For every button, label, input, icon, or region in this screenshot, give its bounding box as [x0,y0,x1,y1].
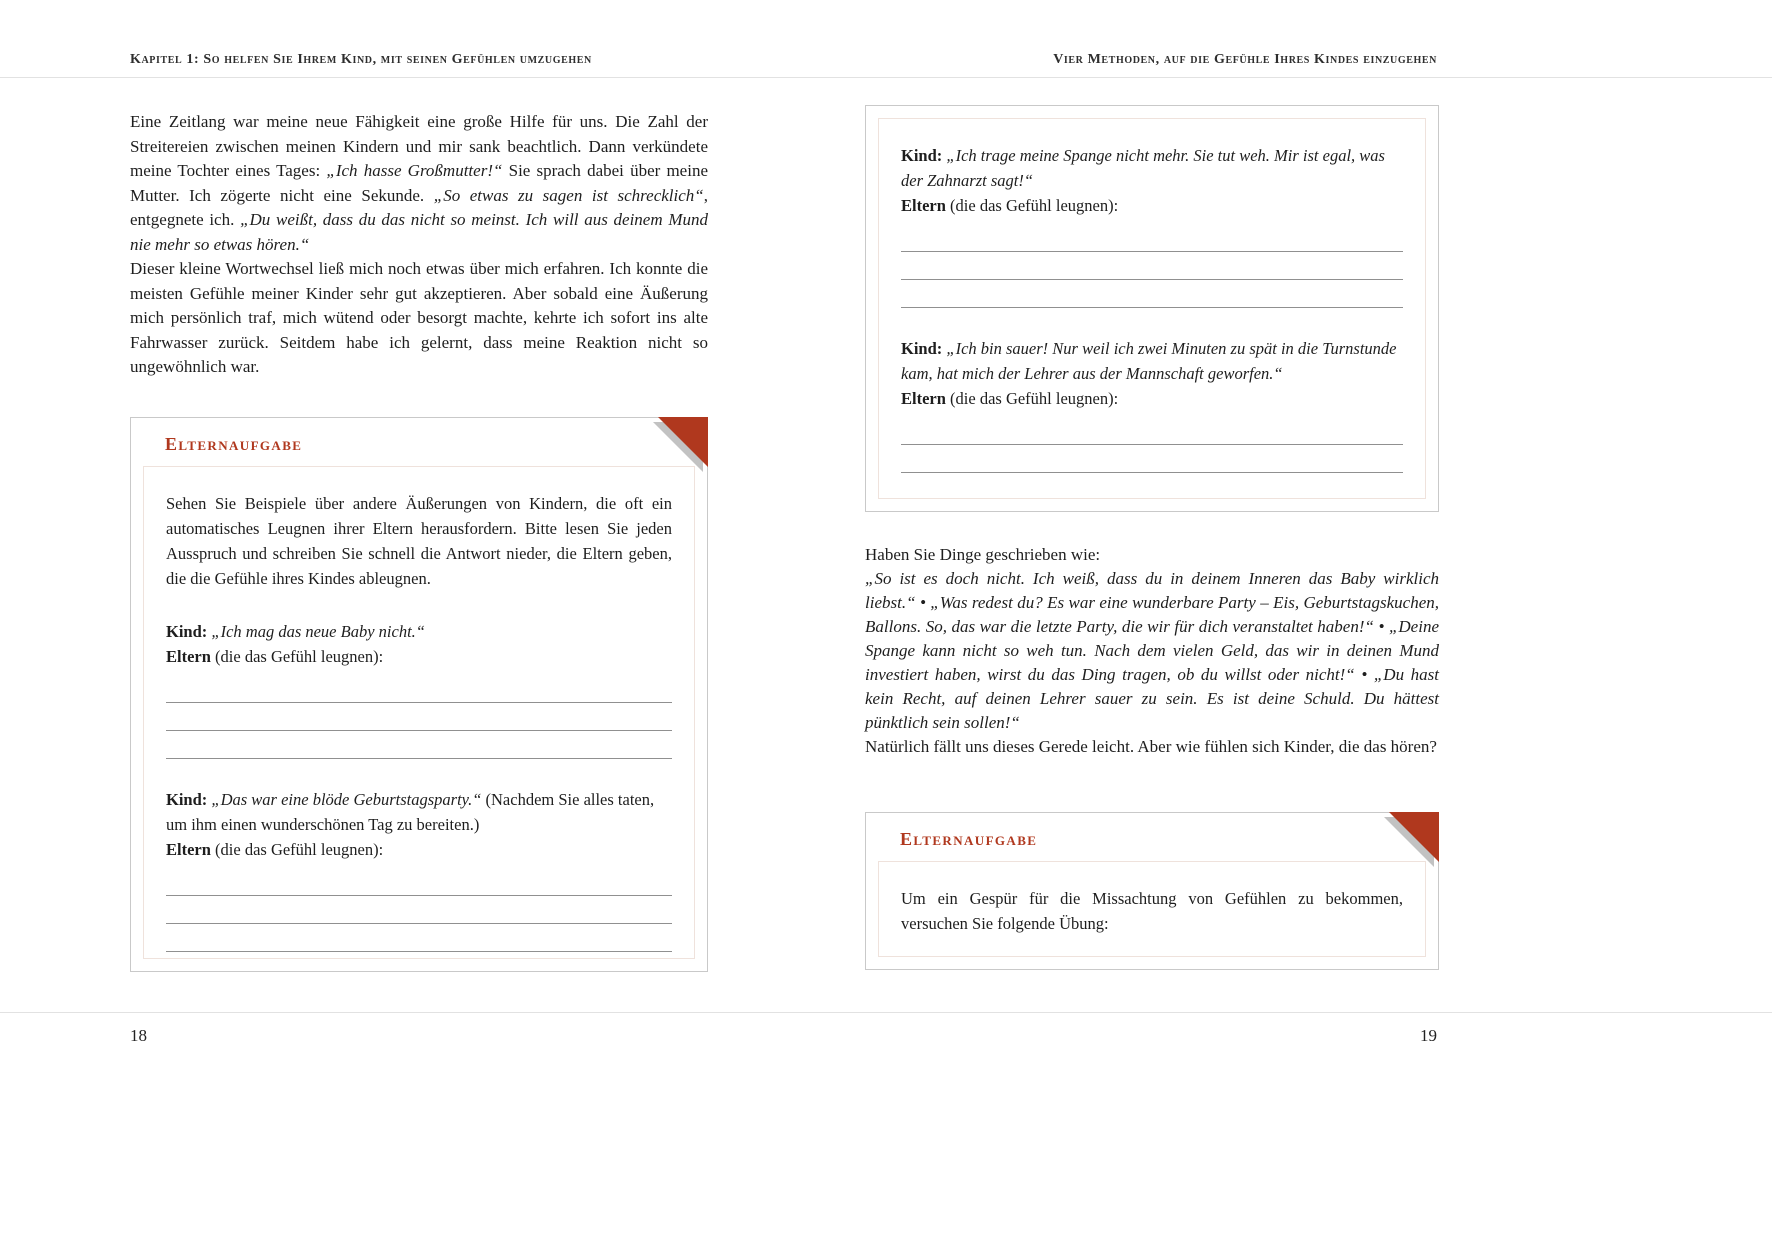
eltern-line [166,837,672,862]
kind-label: Kind: [166,622,208,641]
kind-label: Kind: [901,146,943,165]
task-intro: Sehen Sie Beispiele über andere Äußerungen von Kindern, die oft ein automatisches Leugnen ihrer Eltern herausfordern. Bitte lesen Sie jeden Ausspruch und schreiben Sie schnell die Antwort nieder, die Eltern geben, die die Gefühle ihres Kindes ableugnen. [166,494,672,588]
task-box-continuation [865,105,1439,512]
write-in-lines [901,417,1403,499]
text-segment: „Du weißt, dass du das nicht so meinst. Ich will aus deinem Mund nie mehr so etwas hören.“ [130,210,708,254]
task-item [166,619,672,759]
eltern-note: (die das Gefühl leugnen): [210,840,384,859]
kind-label: Kind: [901,339,943,358]
write-in-lines [166,675,672,759]
write-line [901,280,1403,308]
footer-rule [0,1012,1772,1013]
eltern-label: Eltern [166,840,211,859]
write-line [166,731,672,759]
kind-quote: „Ich bin sauer! Nur weil ich zwei Minuten zu spät in die Turnstunde kam, hat mich der Lehrer aus der Mannschaft geworfen.“ [901,339,1397,383]
text-segment: „So etwas zu sagen ist schrecklich“ [433,185,704,205]
paragraph-2: Dieser kleine Wortwechsel ließ mich noch etwas über mich erfahren. Ich konnte die meisten Gefühle meiner Kinder sehr gut akzeptieren. Aber sobald eine Äußerung mich persönlich traf, mich wütend oder besorgt machte, kehrte ich sofort ins alte Fahrwasser zurück. Seitdem habe ich gelernt, dass meine Reaktion nicht so ungewöhnlich war. [130,259,708,376]
kind-line [901,143,1403,193]
task-box-title: Elternaufgabe [900,829,1038,849]
folded-corner-icon [658,417,708,467]
denial-quotes-block: „So ist es doch nicht. Ich weiß, dass du in deinem Inneren das Baby wirklich liebst.“ • „Was redest du? Es war eine wunderbare Party – Eis, Geburtstagskuchen, Ballons. So, das war die letzte Party, die wir für dich veranstaltet haben!“ • „Deine Spange kann nicht so weh tun. Nach dem vielen Geld, das wir in deinen Mund investiert haben, wirst du das Ding tragen, ob du willst oder nicht!“ • „Du hast kein Recht, auf deinen Lehrer sauer zu sein. Es ist deine Schuld. Du hättest pünktlich sein sollen!“ [865,569,1439,732]
kind-quote: „Das war eine blöde Geburtstagsparty.“ [211,790,482,809]
write-line [166,924,672,952]
text-segment: Sie sprach dabei über meine Mutter. Ich zögerte nicht eine Sekunde. [130,161,708,205]
eltern-label: Eltern [166,647,211,666]
task-item [901,336,1403,499]
header-rule [0,77,1772,78]
eltern-line [901,193,1403,218]
text-segment: „Ich hasse Großmutter!“ [326,161,503,180]
write-line [166,868,672,896]
kind-line [166,787,672,837]
write-line [901,224,1403,252]
write-line [166,675,672,703]
write-in-lines [901,224,1403,308]
task-item [901,143,1403,308]
task-box-content [143,466,695,959]
running-head-right: Vier Methoden, auf die Gefühle Ihres Kindes einzugehen [1053,52,1437,67]
kind-note: (Nachdem Sie alles taten, um ihm einen wunderschönen Tag zu bereiten.) [166,790,655,834]
eltern-line [901,386,1403,411]
kind-label: Kind: [166,790,208,809]
eltern-label: Eltern [901,389,946,408]
write-in-lines [166,868,672,952]
text-segment: , entgegnete ich. [130,185,708,229]
write-line [901,473,1403,499]
page-number-left: 18 [130,1026,147,1045]
left-page-body [130,110,708,380]
eltern-note: (die das Gefühl leugnen): [210,647,384,666]
paragraph-1 [130,110,708,257]
kind-line [166,619,672,644]
eltern-line [166,644,672,669]
closing-paragraph: Natürlich fällt uns dieses Gerede leicht. Aber wie fühlen sich Kinder, die das hören? [865,737,1437,756]
kind-line [901,336,1403,386]
write-line [901,417,1403,445]
eltern-note: (die das Gefühl leugnen): [945,196,1119,215]
lead-line: Haben Sie Dinge geschrieben wie: [865,545,1101,564]
kind-quote: „Ich mag das neue Baby nicht.“ [211,622,425,641]
task-box-elternaufgabe-left [130,417,708,972]
kind-quote: „Ich trage meine Spange nicht mehr. Sie tut weh. Mir ist egal, was der Zahnarzt sagt!“ [901,146,1385,190]
write-line [166,896,672,924]
task-instruction: Um ein Gespür für die Missachtung von Gefühlen zu bekommen, versuchen Sie folgende Übung: [901,889,1403,933]
write-line [901,252,1403,280]
write-line [166,703,672,731]
write-line [901,445,1403,473]
text-segment: Eine Zeitlang war meine neue Fähigkeit eine große Hilfe für uns. Die Zahl der Streitereien zwischen meinen Kindern und mir sank beachtlich. Dann verkündete meine Tochter eines Tages: [130,112,708,180]
eltern-note: (die das Gefühl leugnen): [945,389,1119,408]
folded-corner-icon [1389,812,1439,862]
running-head-left: Kapitel 1: So helfen Sie Ihrem Kind, mit seinen Gefühlen umzugehen [130,52,592,67]
task-box-content [878,861,1426,957]
task-item [166,787,672,952]
task-box-content [878,118,1426,499]
task-box-elternaufgabe-right [865,812,1439,970]
task-box-title: Elternaufgabe [165,434,303,454]
page-number-right: 19 [1420,1026,1437,1045]
fold-triangle [1389,812,1439,862]
right-page-body [865,543,1439,759]
fold-triangle [658,417,708,467]
eltern-label: Eltern [901,196,946,215]
